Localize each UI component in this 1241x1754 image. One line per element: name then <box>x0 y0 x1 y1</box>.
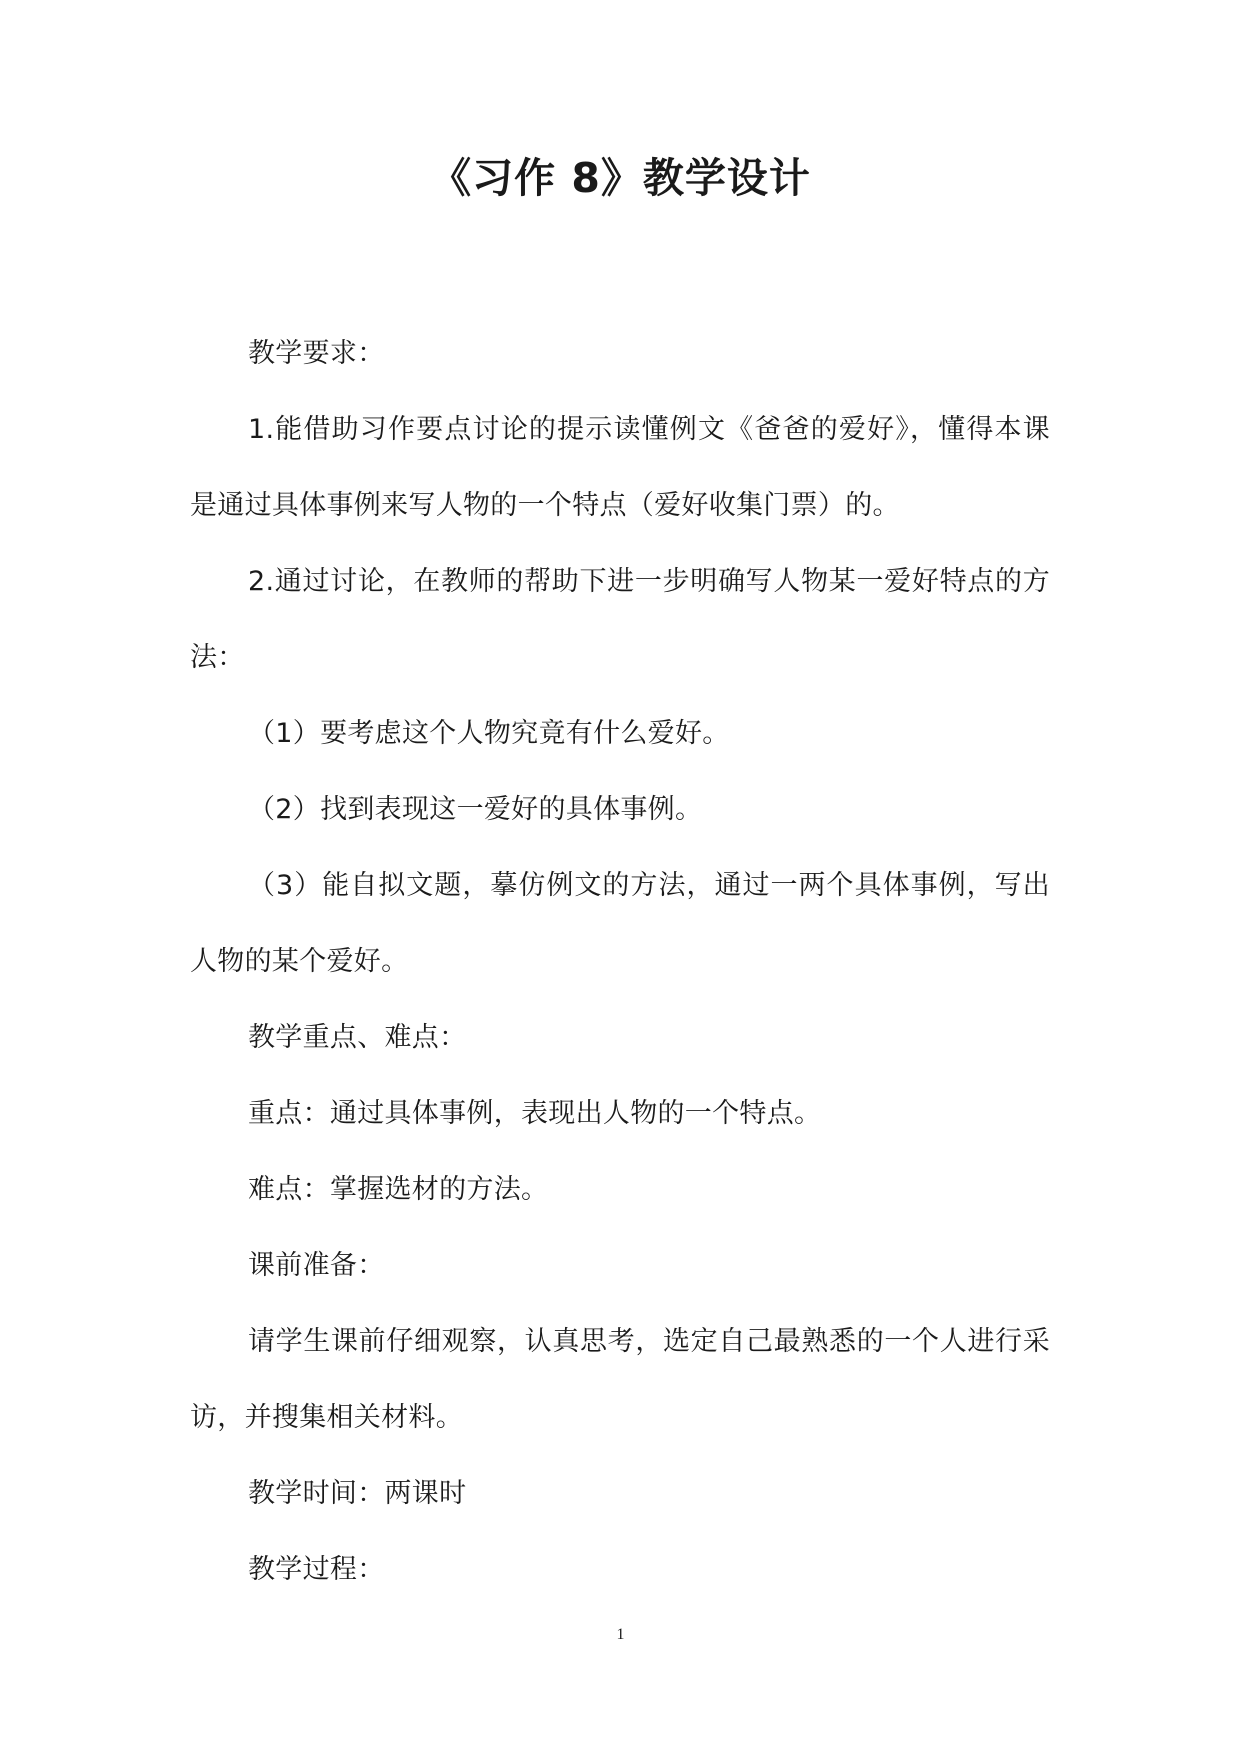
paragraph-teaching-requirements-heading: 教学要求： <box>248 338 385 369</box>
paragraph-requirement-1: 1.能借助习作要点讨论的提示读懂例文《爸爸的爱好》，懂得本课是通过具体事例来写人物的一个特点（爱好收集门票）的。 <box>190 414 1050 521</box>
paragraph-difficult-point: 难点：掌握选材的方法。 <box>248 1174 549 1205</box>
paragraph-method-3: （3）能自拟文题，摹仿例文的方法，通过一两个具体事例，写出人物的某个爱好。 <box>190 870 1050 977</box>
paragraph-method-2: （2）找到表现这一爱好的具体事例。 <box>248 794 703 825</box>
paragraph-requirement-2: 2.通过讨论，在教师的帮助下进一步明确写人物某一爱好特点的方法： <box>190 566 1050 673</box>
document-body <box>190 316 1050 1608</box>
paragraph-key-difficult-heading: 教学重点、难点： <box>248 1022 467 1053</box>
paragraph-preparation-heading: 课前准备： <box>248 1250 385 1281</box>
paragraph-method-1: （1）要考虑这个人物究竟有什么爱好。 <box>248 718 730 749</box>
paragraph-teaching-process-heading: 教学过程： <box>248 1554 385 1585</box>
document-title: 《习作 8》教学设计 <box>430 154 811 202</box>
paragraph-preparation: 请学生课前仔细观察，认真思考，选定自己最熟悉的一个人进行采访，并搜集相关材料。 <box>190 1326 1050 1433</box>
page-number: 1 <box>616 1626 625 1643</box>
paragraph-key-point: 重点：通过具体事例，表现出人物的一个特点。 <box>248 1098 822 1129</box>
paragraph-teaching-time: 教学时间：两课时 <box>248 1478 467 1509</box>
